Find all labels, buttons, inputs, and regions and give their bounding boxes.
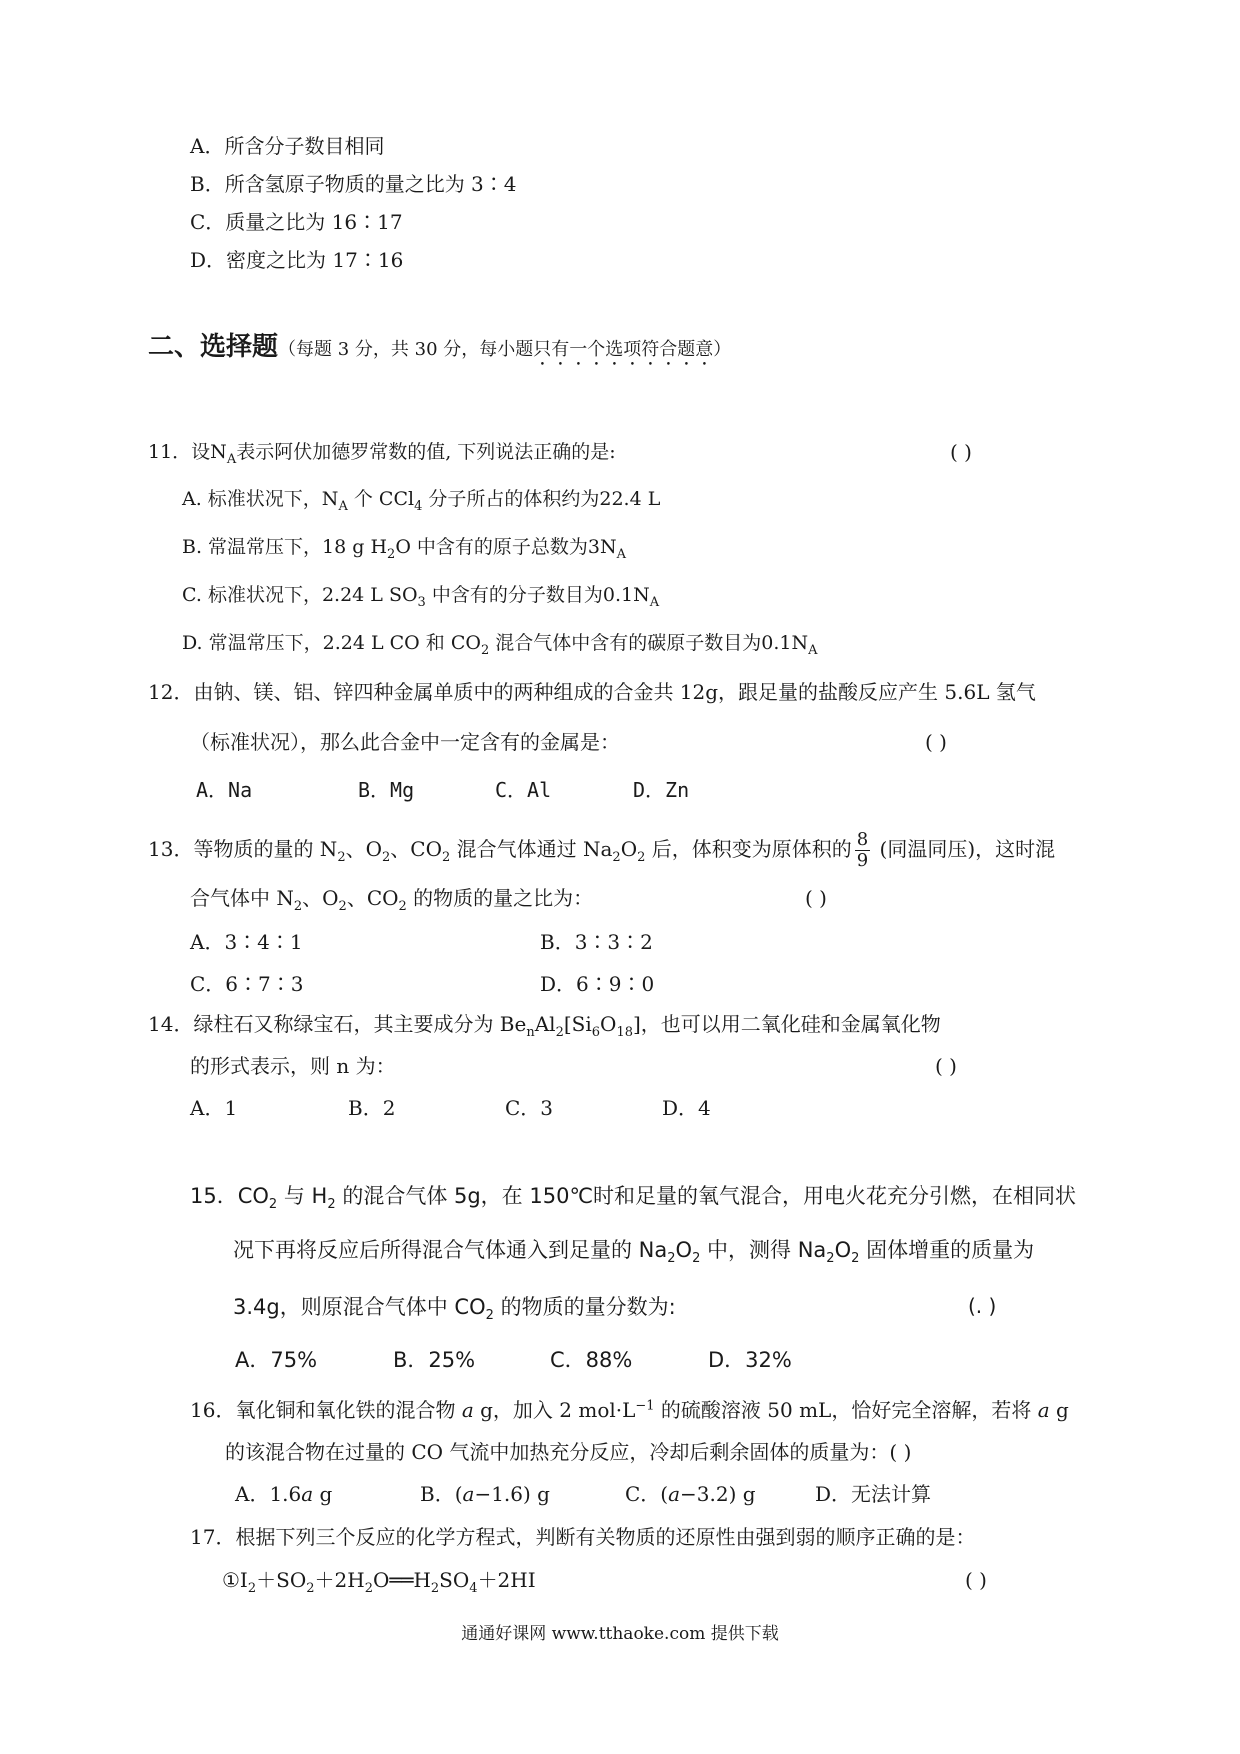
q13-stem-line2: 合气体中 $N_2$、$O_2$、$CO_2$ 的物质的量之比为： [190, 886, 594, 914]
q15-answer-paren: (. ) [968, 1294, 997, 1318]
volume-fraction: $\frac{8}{9}$ [856, 829, 869, 871]
q13-option-b: B．3∶3∶2 [540, 930, 653, 954]
q17-equation-1: $①I_2+SO_2+2H_2O══H_2SO_4+2HI$ [222, 1568, 536, 1596]
q14-stem-line1: 14．绿柱石又称绿宝石，其主要成分为 $Be_nAl_2[Si_6O_{18}]$，也可以用二氧化硅和金属氧化物 [148, 1012, 941, 1040]
q17-stem: 17．根据下列三个反应的化学方程式，判断有关物质的还原性由强到弱的顺序正确的是： [190, 1525, 976, 1549]
q11-option-b: B. 常温常压下，18 g $H_2O$ 中含有的原子总数为$3N_A$ [182, 536, 627, 562]
q13-answer-paren: ( ) [805, 886, 827, 910]
q12-option-b: B．Mg [358, 778, 415, 802]
q16-option-d: D．无法计算 [815, 1482, 932, 1506]
q15-option-d: D．32% [708, 1348, 792, 1372]
q11-answer-paren: ( ) [950, 440, 972, 464]
q12-option-d: D．Zn [633, 778, 690, 802]
section-note-pre: （每题 3 分，共 30 分，每小题 [278, 339, 534, 360]
q13-option-c: C．6∶7∶3 [190, 972, 304, 996]
q14-stem-line2: 的形式表示，则 n 为： [190, 1054, 396, 1078]
section-heading [148, 326, 731, 370]
q13-option-d: D．6∶9∶0 [540, 972, 655, 996]
q13-stem-line1: 13．等物质的量的 $N_2$、$O_2$、$CO_2$ 混合气体通过 $Na_2O_2$ 后，体积变为原体积的 $\frac{8}{9}$ (同温同压)，这时混 [148, 829, 1056, 871]
q13-option-a: A．3∶4∶1 [190, 930, 303, 954]
q15-option-a: A．75% [235, 1348, 318, 1372]
q15-stem-line1: 15．$CO_2$ 与 $H_2$ 的混合气体 5g，在 150℃时和足量的氧气混合，用电火花充分引燃，在相同状 [190, 1184, 1077, 1213]
q12-stem-line1: 12．由钠、镁、铝、锌四种金属单质中的两种组成的合金共 12g，跟足量的盐酸反应产生 5.6L 氢气 [148, 680, 1036, 704]
q14-answer-paren: ( ) [935, 1054, 957, 1078]
section-note-post: ） [713, 339, 732, 360]
q16-option-c: C．(a−3.2) g [625, 1482, 756, 1506]
page-footer: 通通好课网 www.tthaoke.com 提供下载 [461, 1624, 779, 1644]
option-b: B．所含氢原子物质的量之比为 3∶4 [190, 172, 517, 196]
q15-option-c: C．88% [550, 1348, 633, 1372]
q11-stem: 11．设$N_A$表示阿伏加德罗常数的值, 下列说法正确的是: [148, 441, 616, 467]
q14-option-d: D．4 [662, 1096, 711, 1120]
q16-option-a: A．1.6a g [235, 1482, 333, 1506]
q14-option-c: C．3 [505, 1096, 554, 1120]
q11-option-c: C. 标准状况下，2.24 L $SO_3$ 中含有的分子数目为$0.1N_A$ [182, 584, 660, 610]
q15-stem-line2: 况下再将反应后所得混合气体通入到足量的 $Na_2O_2$ 中，测得 $Na_2O_2$ 固体增重的质量为 [233, 1238, 1035, 1267]
option-a: A．所含分子数目相同 [190, 134, 385, 158]
q16-stem-line2: 的该混合物在过量的 CO 气流中加热充分反应，冷却后剩余固体的质量为：( ) [225, 1440, 912, 1464]
q12-option-a: A．Na [196, 778, 253, 802]
q14-option-b: B．2 [348, 1096, 396, 1120]
q12-option-c: C．Al [495, 778, 552, 802]
q16-option-b: B．(a−1.6) g [420, 1482, 550, 1506]
q15-stem-line3: 3.4g，则原混合气体中 $CO_2$ 的物质的量分数为: [233, 1295, 676, 1324]
section-title: 二、选择题 [148, 332, 279, 362]
q17-answer-paren: ( ) [965, 1568, 987, 1592]
section-note-emphasis: 只有一个选项符合题意 [533, 339, 714, 360]
q11-option-a: A. 标准状况下，$N_A$ 个 CCl$_4$ 分子所占的体积约为22.4 L [182, 488, 661, 514]
option-c: C．质量之比为 16∶17 [190, 210, 403, 234]
q16-stem-line1: 16．氧化铜和氧化铁的混合物 a g，加入 2 $mol\cdot L^{-1}$ 的硫酸溶液 50 mL，恰好完全溶解，若将 a g [190, 1398, 1069, 1422]
q15-option-b: B．25% [393, 1348, 476, 1372]
q12-answer-paren: ( ) [925, 730, 947, 754]
q12-stem-line2: （标准状况），那么此合金中一定含有的金属是： [190, 730, 620, 754]
option-d: D．密度之比为 17∶16 [190, 248, 404, 272]
q14-option-a: A．1 [190, 1096, 238, 1120]
q11-option-d: D. 常温常压下，2.24 L CO 和 $CO_2$ 混合气体中含有的碳原子数目为$0.1N_A$ [182, 632, 818, 658]
